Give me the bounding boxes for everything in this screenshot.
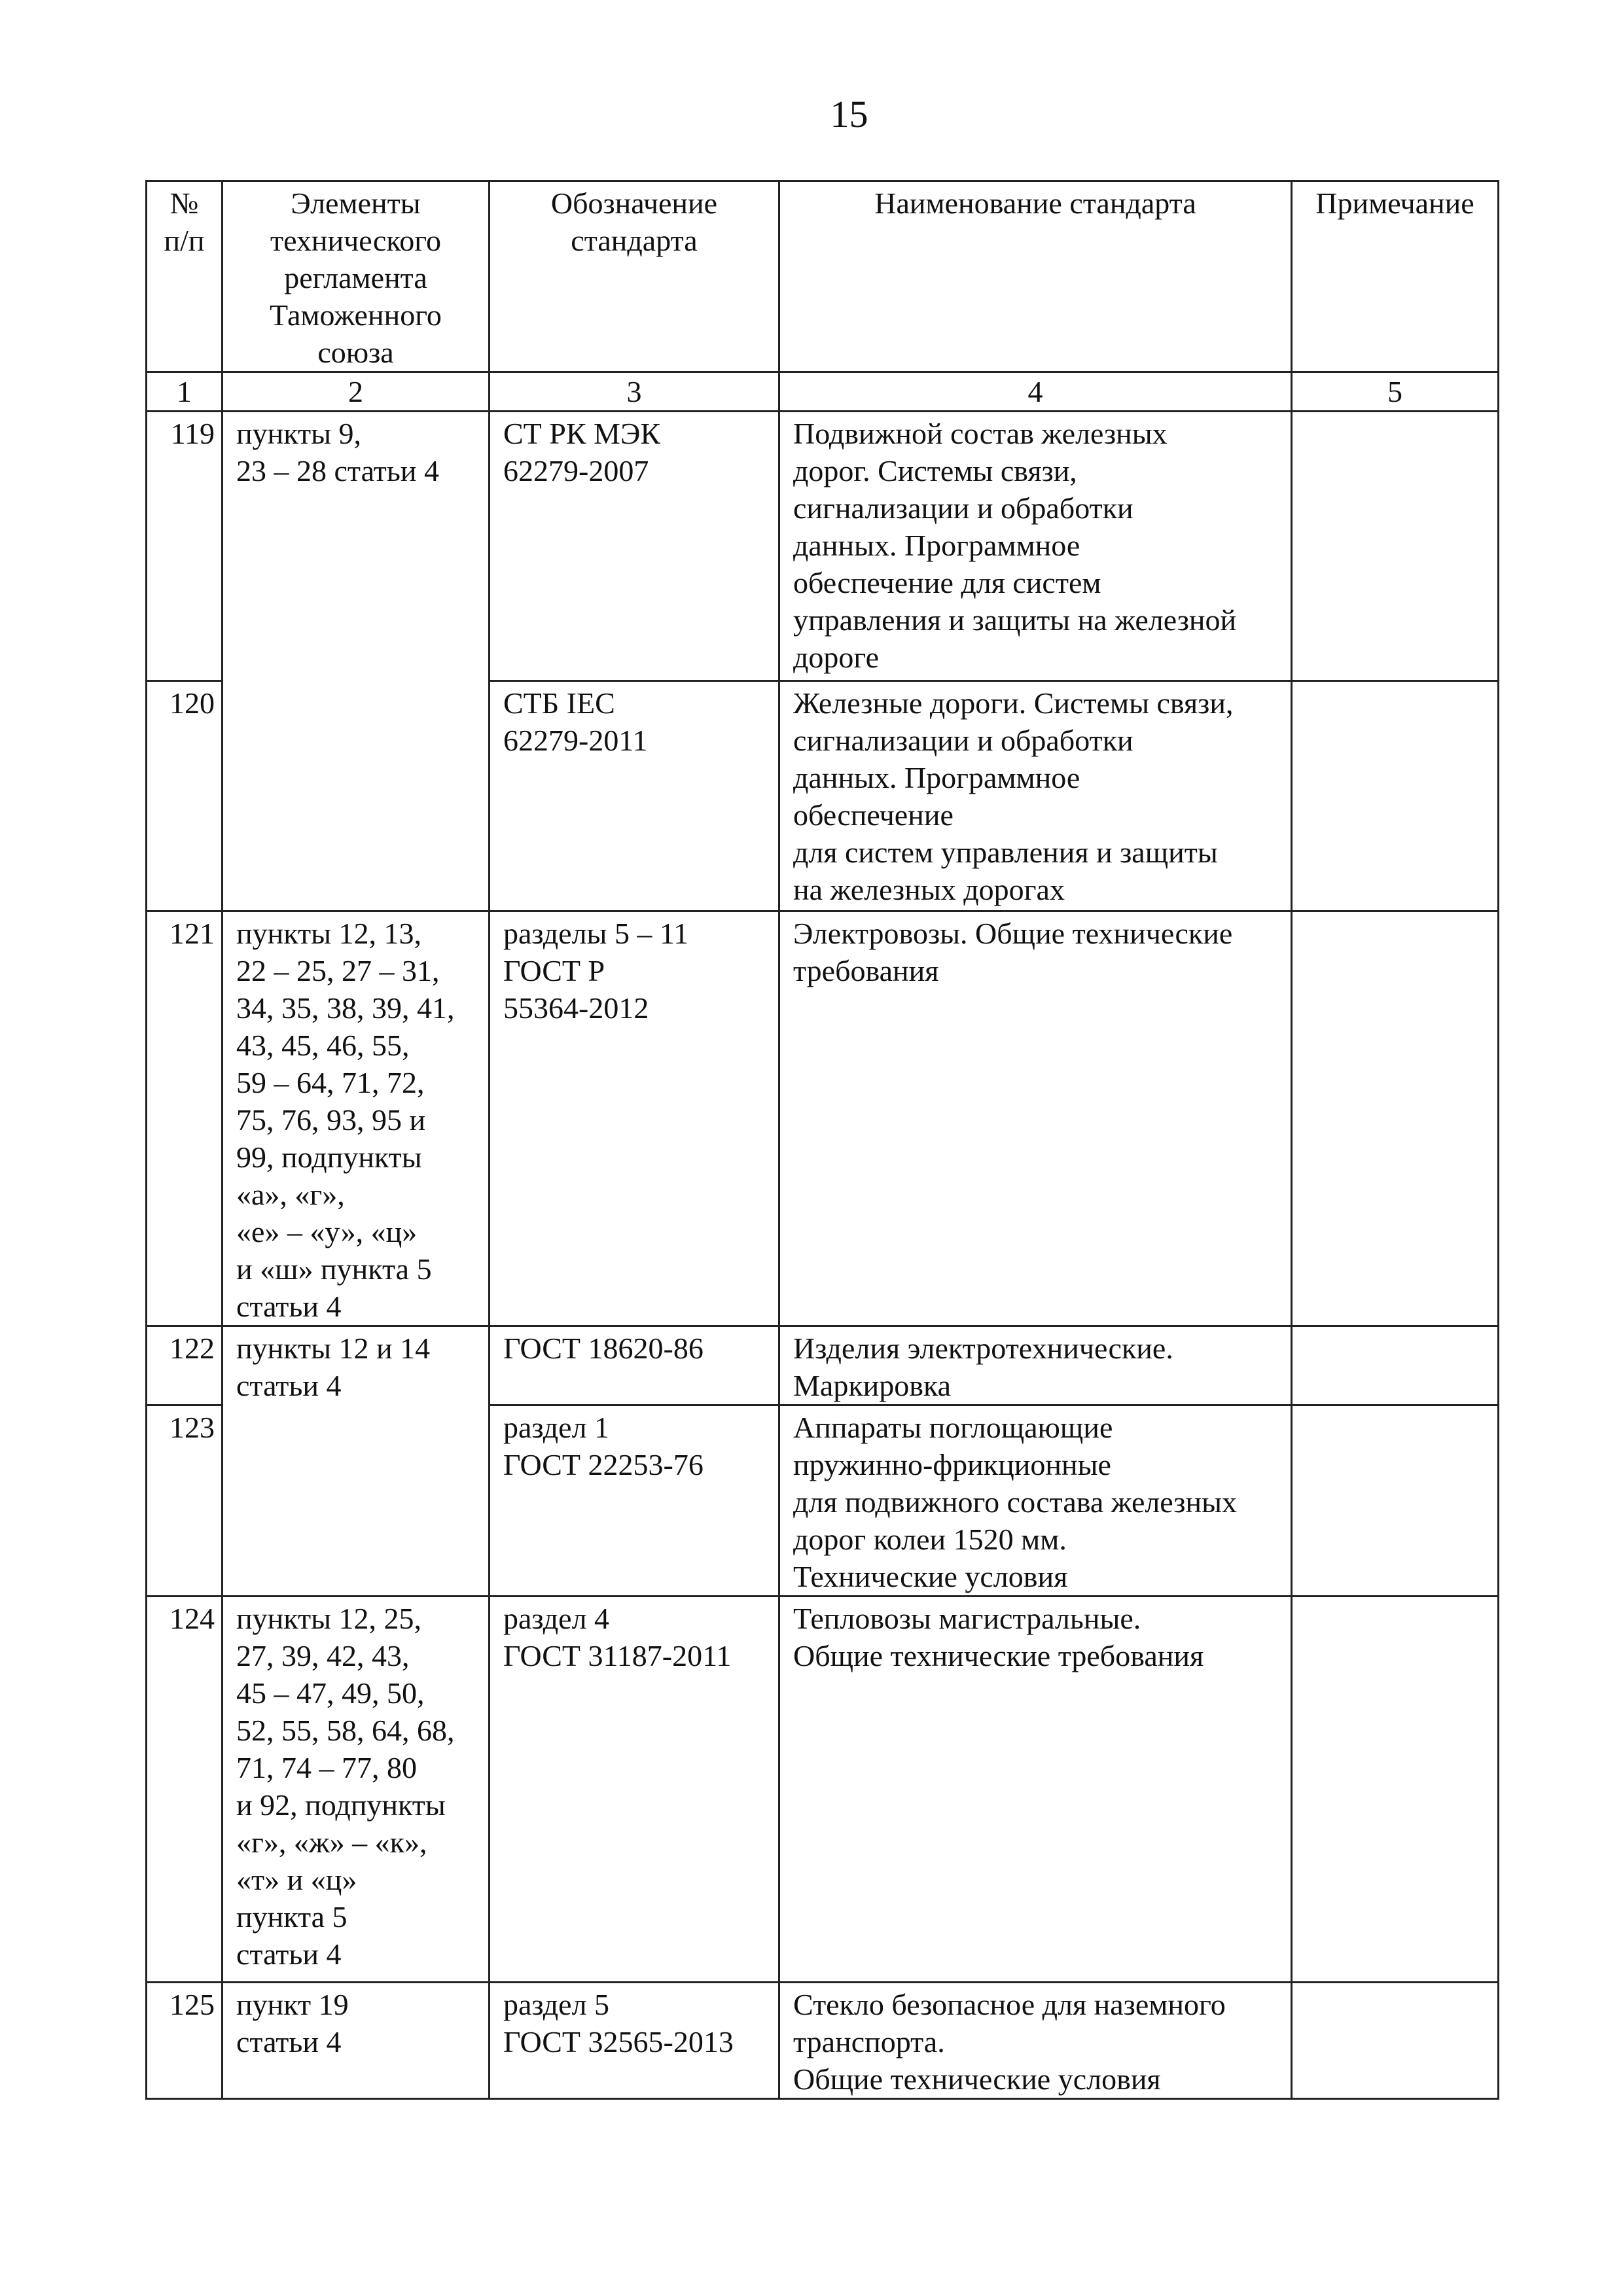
row-number: 119	[147, 412, 223, 681]
row-number: 122	[147, 1326, 223, 1405]
header-number: № п/п	[147, 181, 223, 372]
header-designation: Обозначение стандарта	[490, 181, 779, 372]
standards-table	[145, 180, 1499, 2100]
row-designation: раздел 5 ГОСТ 32565-2013	[490, 1983, 779, 2099]
table-row	[147, 412, 1499, 681]
column-number: 5	[1292, 372, 1499, 412]
row-standard-name: Подвижной состав железных дорог. Системы связи, сигнализации и обработки данных. Программное обеспечение для систем управления и защиты на железной дороге	[779, 412, 1292, 681]
row-note	[1292, 1405, 1499, 1597]
row-elements: пункты 12 и 14 статьи 4	[223, 1326, 490, 1597]
row-elements: пункт 19 статьи 4	[223, 1983, 490, 2099]
column-number: 4	[779, 372, 1292, 412]
row-designation: разделы 5 – 11 ГОСТ Р 55364-2012	[490, 911, 779, 1326]
row-elements: пункты 12, 25, 27, 39, 42, 43, 45 – 47, 49, 50, 52, 55, 58, 64, 68, 71, 74 – 77, 80 и 92, подпункты «г», «ж» – «к», «т» и «ц» пункта 5 статьи 4	[223, 1597, 490, 1983]
row-elements: пункты 9, 23 – 28 статьи 4	[223, 412, 490, 911]
row-note	[1292, 412, 1499, 681]
header-note: Примечание	[1292, 181, 1499, 372]
row-standard-name: Стекло безопасное для наземного транспорта. Общие технические условия	[779, 1983, 1292, 2099]
row-standard-name: Железные дороги. Системы связи, сигнализации и обработки данных. Программное обеспечение для систем управления и защиты на железных дорогах	[779, 681, 1292, 911]
table-row	[147, 1326, 1499, 1405]
page-number: 15	[830, 93, 868, 135]
row-standard-name: Изделия электротехнические. Маркировка	[779, 1326, 1292, 1405]
table-row	[147, 1983, 1499, 2099]
row-designation: СТ РК МЭК 62279-2007	[490, 412, 779, 681]
row-standard-name: Электровозы. Общие технические требования	[779, 911, 1292, 1326]
column-number: 2	[223, 372, 490, 412]
row-elements: пункты 12, 13, 22 – 25, 27 – 31, 34, 35, 38, 39, 41, 43, 45, 46, 55, 59 – 64, 71, 72, 75, 76, 93, 95 и 99, подпункты «а», «г», «е» – «у», «ц» и «ш» пункта 5 статьи 4	[223, 911, 490, 1326]
row-number: 125	[147, 1983, 223, 2099]
row-standard-name: Тепловозы магистральные. Общие технические требования	[779, 1597, 1292, 1983]
row-note	[1292, 681, 1499, 911]
row-note	[1292, 1983, 1499, 2099]
row-number: 124	[147, 1597, 223, 1983]
row-note	[1292, 1326, 1499, 1405]
table-row	[147, 1597, 1499, 1983]
column-number: 3	[490, 372, 779, 412]
column-number: 1	[147, 372, 223, 412]
row-designation: раздел 4 ГОСТ 31187-2011	[490, 1597, 779, 1983]
table-row	[147, 911, 1499, 1326]
row-note	[1292, 1597, 1499, 1983]
row-standard-name: Аппараты поглощающие пружинно-фрикционные для подвижного состава железных дорог колеи 1520 мм. Технические условия	[779, 1405, 1292, 1597]
row-note	[1292, 911, 1499, 1326]
header-standard-name: Наименование стандарта	[779, 181, 1292, 372]
header-elements: Элементы технического регламента Таможенного союза	[223, 181, 490, 372]
row-number: 120	[147, 681, 223, 911]
row-number: 123	[147, 1405, 223, 1597]
row-designation: раздел 1 ГОСТ 22253-76	[490, 1405, 779, 1597]
row-designation: СТБ IEC 62279-2011	[490, 681, 779, 911]
column-number-row	[147, 372, 1499, 412]
table-header-row	[147, 181, 1499, 372]
row-designation: ГОСТ 18620-86	[490, 1326, 779, 1405]
row-number: 121	[147, 911, 223, 1326]
